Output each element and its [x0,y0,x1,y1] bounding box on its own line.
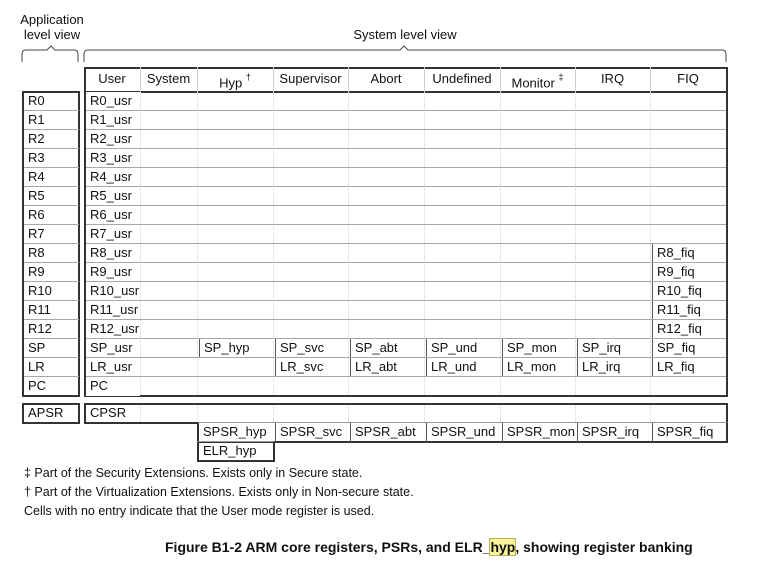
footnote-mark: ‡ [558,72,564,82]
app-register-r4: R4 [28,169,45,184]
app-register-r9: R9 [28,264,45,279]
column-header-label: System [146,71,191,86]
row-divider [86,148,726,149]
row-divider [86,300,726,301]
app-register-r2: R2 [28,131,45,146]
row-divider [86,110,726,111]
app-register-r6: R6 [28,207,45,222]
register-r0_usr: R0_usr [86,92,140,111]
column-header-monitor [500,68,575,92]
column-header-irq [575,68,650,92]
row-divider [86,186,726,187]
row-divider [86,167,726,168]
column-header-abort [348,68,424,92]
register-r7_usr: R7_usr [86,225,140,244]
psr-gridline [424,405,425,422]
register-r2_usr: R2_usr [86,130,140,149]
cpsr-box [84,403,728,424]
register-spsr_und: SPSR_und [426,423,500,442]
register-r12_usr: R12_usr [86,320,140,339]
figure-caption [165,539,693,555]
register-sp_irq: SP_irq [577,339,650,358]
register-sp_fiq: SP_fiq [652,339,726,358]
register-sp_mon: SP_mon [502,339,575,358]
footnote-empty-cells: Cells with no entry indicate that the User mode register is used. [24,504,375,518]
application-level-view-label [12,12,92,42]
register-spsr_fiq: SPSR_fiq [652,423,726,442]
app-register-r1: R1 [28,112,45,127]
register-sp_hyp: SP_hyp [199,339,273,358]
register-sp_usr: SP_usr [86,339,140,358]
psr-gridline [140,405,141,422]
column-header-undefined [424,68,500,92]
register-lr_und: LR_und [426,358,500,377]
application-label-line2: level view [23,27,81,42]
system-brace-icon [82,44,730,64]
row-divider [86,262,726,263]
register-lr_fiq: LR_fiq [652,358,726,377]
app-register-lr: LR [28,359,45,374]
footnote-virtualization: † Part of the Virtualization Extensions. Exists only in Non-secure state. [24,485,414,499]
register-lr_irq: LR_irq [577,358,650,377]
register-r11_usr: R11_usr [86,301,140,320]
register-lr_mon: LR_mon [502,358,575,377]
register-lr_abt: LR_abt [350,358,424,377]
caption-highlight: hyp [490,539,516,555]
application-brace-icon [20,44,82,64]
column-header-label: IRQ [600,71,625,86]
row-divider [86,205,726,206]
app-register-r3: R3 [28,150,45,165]
row-divider [86,243,726,244]
column-header-label: Abort [370,71,402,86]
register-spsr_abt: SPSR_abt [350,423,424,442]
psr-gridline [500,405,501,422]
register-sp_und: SP_und [426,339,500,358]
app-register-sp: SP [28,340,46,355]
app-register-r5: R5 [28,188,45,203]
column-header-fiq [650,68,726,92]
register-spsr_hyp: SPSR_hyp [203,424,267,439]
register-spsr_svc: SPSR_svc [275,423,348,442]
register-lr_svc: LR_svc [275,358,348,377]
column-header-label: User [98,71,126,86]
register-r1_usr: R1_usr [86,111,140,130]
column-header-supervisor [273,68,348,92]
register-r6_usr: R6_usr [86,206,140,225]
column-header-label: Hyp [219,75,243,91]
register-r10_usr: R10_usr [86,282,140,301]
register-sp_svc: SP_svc [275,339,348,358]
row-divider [86,281,726,282]
system-level-view-label: System level view [353,27,457,42]
app-register-r10: R10 [28,283,52,298]
psr-gridline [273,405,274,422]
register-spsr_irq: SPSR_irq [577,423,650,442]
column-header-hyp [197,68,273,92]
psr-gridline [650,405,651,422]
psr-gridline [575,405,576,422]
cpsr-register: CPSR [90,405,127,420]
register-pc: PC [86,377,140,396]
psr-gridline [197,405,198,422]
app-register-r7: R7 [28,226,45,241]
psr-gridline [348,405,349,422]
register-r4_usr: R4_usr [86,168,140,187]
register-r9_fiq: R9_fiq [652,263,726,282]
register-r8_fiq: R8_fiq [652,244,726,263]
caption-text-end: , showing register banking [515,539,693,555]
row-divider [86,224,726,225]
column-header-label: FIQ [677,71,699,86]
register-sp_abt: SP_abt [350,339,424,358]
row-divider [86,129,726,130]
register-spsr_mon: SPSR_mon [502,423,575,442]
app-register-r8: R8 [28,245,45,260]
column-header-label: Undefined [432,71,492,86]
apsr-register: APSR [28,405,64,420]
footnote-security: ‡ Part of the Security Extensions. Exists only in Secure state. [24,466,363,480]
register-r9_usr: R9_usr [86,263,140,282]
column-header-user [84,68,140,92]
register-r5_usr: R5_usr [86,187,140,206]
register-lr_usr: LR_usr [86,358,140,377]
register-r8_usr: R8_usr [86,244,140,263]
app-register-pc: PC [28,378,47,393]
column-header-label: Monitor [511,75,555,91]
application-label-line1: Application [20,12,84,27]
app-register-r0: R0 [28,93,45,108]
footnote-mark: † [245,72,251,82]
register-elr_hyp: ELR_hyp [203,443,257,458]
row-divider [86,376,726,377]
register-r10_fiq: R10_fiq [652,282,726,301]
column-header-label: Supervisor [279,71,342,86]
register-r11_fiq: R11_fiq [652,301,726,320]
row-divider [86,319,726,320]
app-register-r12: R12 [28,321,52,336]
register-r12_fiq: R12_fiq [652,320,726,339]
register-r3_usr: R3_usr [86,149,140,168]
caption-text: Figure B1-2 ARM core registers, PSRs, and ELR_ [165,539,491,555]
app-register-r11: R11 [28,302,51,317]
column-header-system [140,68,197,92]
